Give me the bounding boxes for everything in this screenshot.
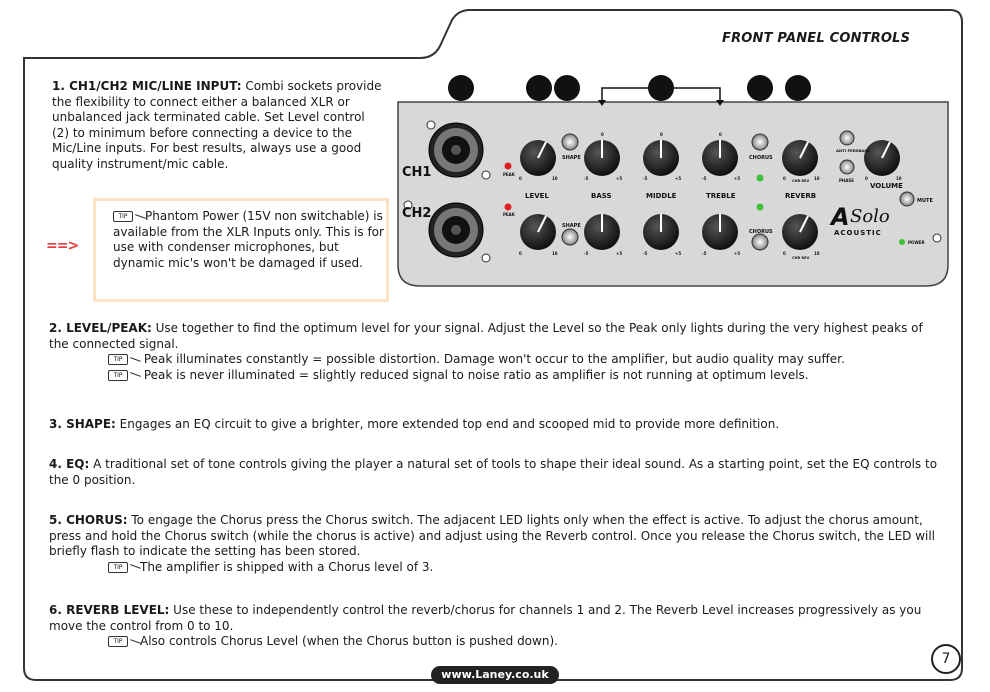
reverb-label: REVERB [785, 192, 817, 200]
volume-knob [864, 140, 900, 176]
scale-plus-mid-1: +5 [675, 176, 682, 181]
section-4-heading: 4. EQ: [49, 457, 90, 471]
section-5-tip [49, 560, 944, 576]
middle-label: MIDDLE [646, 192, 677, 200]
section-6-body: Use these to independently control the reverb/chorus for channels 1 and 2. The Reverb Level increases progressively as you move the control from 0 to 10. [49, 603, 922, 633]
scale-plus-bass-1: +5 [616, 176, 623, 181]
scale-plus-treble-1: +5 [734, 176, 741, 181]
ch1-label: CH1 [402, 165, 432, 180]
section-3-body: Engages an EQ circuit to give a brighter, more extended top end and scooped mid to provide more definition. [115, 417, 780, 431]
page-number: 7 [931, 644, 961, 674]
tip-icon: TIP [108, 354, 128, 365]
chorus-label-ch1: CHORUS [749, 155, 773, 161]
treble-label: TREBLE [706, 192, 736, 200]
power-led [899, 239, 905, 245]
scale-zero-rev-1: 0 [783, 176, 786, 181]
scale-ten-level-2: 10 [552, 251, 558, 256]
scale-zero-rev-2: 0 [783, 251, 786, 256]
tip-tail-icon [130, 371, 140, 379]
section-2-tip-1-text: Peak illuminates constantly = possible distortion. Damage won't occur to the amplifier, but audio quality may suffer. [143, 352, 845, 366]
section-2-heading: 2. LEVEL/PEAK: [49, 321, 152, 335]
callout-2 [526, 75, 552, 101]
ch2-input-socket [429, 203, 483, 257]
section-2-tip-1 [49, 352, 944, 368]
power-label: POWER [908, 240, 925, 245]
logo-a: A [831, 203, 850, 231]
scale-zero-vol: 0 [865, 176, 868, 181]
mute-button [900, 192, 914, 206]
peak-label-ch1: PEAK [503, 172, 515, 177]
anti-feedback-button [840, 131, 854, 145]
section-2-tip-2-text: Peak is never illuminated = slightly reduced signal to noise ratio as amplifier is not running at optimum levels. [143, 367, 809, 382]
mute-label: MUTE [917, 198, 933, 204]
phase-button [840, 160, 854, 174]
scale-plus-mid-2: +5 [675, 251, 682, 256]
tip-tail-icon [130, 638, 140, 646]
callout-4 [648, 75, 674, 101]
level-label: LEVEL [525, 192, 549, 200]
volume-label: VOLUME [870, 182, 903, 190]
scale-zero-treble-1: 0 [719, 132, 722, 137]
tip-tail-icon [130, 563, 140, 571]
section-3-heading: 3. SHAPE: [49, 417, 116, 431]
section-1-heading: 1. CH1/CH2 MIC/LINE INPUT: [52, 79, 242, 93]
scale-ten-vol: 10 [896, 176, 902, 181]
svg-text:4: 4 [655, 79, 667, 98]
section-5-heading: 5. CHORUS: [49, 513, 128, 527]
tip-tail-icon [130, 356, 140, 364]
section-3 [49, 417, 944, 433]
section-4-body: A traditional set of tone controls giving the player a natural set of tools to shape their ideal sound. As a starting point, set the EQ controls to the 0 position. [49, 457, 938, 487]
anti-feedback-label: ANTI FEEDBACK [836, 148, 870, 153]
logo-solo: Solo [850, 206, 890, 227]
reverb-knob-ch2 [782, 214, 818, 250]
chorus-label-ch2: CHORUS [749, 229, 773, 235]
front-panel-illustration [390, 70, 960, 295]
section-1-body: Combi sockets provide the flexibility to connect either a balanced XLR or unbalanced jack terminated cable. Set Level control (2) to minimum before connecting a device to the Mic/Line inputs. For best results, always use a good quality instrument/mic cable. [52, 79, 382, 171]
peak-led-ch2 [505, 204, 512, 211]
arrow-marker: ==> [46, 238, 79, 254]
ch1-input-socket [429, 123, 483, 177]
scale-zero-bass-1: 0 [601, 132, 604, 137]
level-knob-ch1 [520, 140, 556, 176]
scale-minus-bass-1: -5 [584, 176, 589, 181]
tip-icon: TIP [108, 370, 128, 381]
chr-rev-label-1: CHR REV [792, 179, 810, 183]
section-5 [49, 513, 944, 575]
tip-tail-icon [135, 213, 145, 221]
phase-label: PHASE [839, 178, 854, 183]
section-6-tip-text: Also controls Chorus Level (when the Chorus button is pushed down). [140, 634, 558, 648]
peak-led-ch1 [505, 163, 512, 170]
callout-1 [448, 75, 474, 101]
section-4 [49, 457, 944, 488]
middle-knob-ch2 [643, 214, 679, 250]
scale-plus-treble-2: +5 [734, 251, 741, 256]
scale-ten-rev-1: 10 [814, 176, 820, 181]
footer-url-link[interactable]: www.Laney.co.uk [431, 666, 559, 684]
chr-rev-label-2: CHR REV [792, 256, 810, 260]
callout-6 [785, 75, 811, 101]
scale-minus-treble-2: -5 [702, 251, 707, 256]
tip-icon: TIP [108, 636, 128, 647]
chorus-led-ch1 [757, 175, 764, 182]
shape-label-ch1: SHAPE [562, 155, 581, 161]
logo-acoustic: ACOUSTIC [834, 229, 882, 237]
ch2-label: CH2 [402, 206, 432, 221]
level-knob-ch2 [520, 214, 556, 250]
reverb-knob-ch1 [782, 140, 818, 176]
scale-minus-mid-2: -5 [643, 251, 648, 256]
svg-text:5: 5 [754, 79, 766, 98]
svg-text:6: 6 [792, 79, 804, 98]
callout-5 [747, 75, 773, 101]
section-5-body: To engage the Chorus press the Chorus switch. The adjacent LED lights only when the effect is active. To adjust the chorus amount, press and hold the Chorus switch (while the chorus is active) and adjust using the Reverb control. Once you release the Chorus switch, the LED will briefly flash to indicate the setting has been stored. [49, 513, 936, 558]
phantom-power-tip [113, 209, 385, 271]
section-2-tip-2 [49, 368, 944, 384]
scale-ten-rev-2: 10 [814, 251, 820, 256]
shape-button-ch2 [562, 229, 578, 245]
treble-knob-ch1 [702, 140, 738, 176]
section-1-text [52, 79, 382, 172]
bass-knob-ch1 [584, 140, 620, 176]
bass-knob-ch2 [584, 214, 620, 250]
section-5-tip-text: The amplifier is shipped with a Chorus level of 3. [140, 559, 434, 574]
section-2 [49, 321, 944, 383]
section-6-heading: 6. REVERB LEVEL: [49, 603, 170, 617]
scale-minus-bass-2: -5 [584, 251, 589, 256]
treble-knob-ch2 [702, 214, 738, 250]
chorus-led-ch2 [757, 204, 764, 211]
phantom-power-tip-box [93, 198, 389, 302]
scale-ten-level-1: 10 [552, 176, 558, 181]
shape-button-ch1 [562, 134, 578, 150]
section-6-tip [49, 634, 944, 650]
shape-label-ch2: SHAPE [562, 223, 581, 229]
tip-icon: TIP [113, 211, 133, 222]
phantom-power-text: Phantom Power (15V non switchable) is available from the XLR Inputs only. This is for use with condenser microphones, but dynamic mic's won't be damaged if used. [113, 209, 384, 270]
section-6 [49, 603, 944, 650]
chorus-button-ch2 [752, 234, 768, 250]
scale-zero-level-1: 0 [519, 176, 522, 181]
tip-icon: TIP [108, 562, 128, 573]
section-2-body: Use together to find the optimum level for your signal. Adjust the Level so the Peak only lights during the very highest peaks of the connected signal. [49, 321, 923, 351]
scale-minus-mid-1: -5 [643, 176, 648, 181]
callout-3 [554, 75, 580, 101]
chorus-button-ch1 [752, 134, 768, 150]
svg-text:1: 1 [455, 79, 467, 98]
scale-zero-level-2: 0 [519, 251, 522, 256]
peak-label-ch2: PEAK [503, 212, 515, 217]
scale-zero-mid-1: 0 [660, 132, 663, 137]
scale-minus-treble-1: -5 [702, 176, 707, 181]
scale-plus-bass-2: +5 [616, 251, 623, 256]
middle-knob-ch1 [643, 140, 679, 176]
svg-text:3: 3 [561, 79, 573, 98]
svg-text:2: 2 [533, 79, 545, 98]
page-title: FRONT PANEL CONTROLS [722, 31, 911, 46]
bass-label: BASS [591, 192, 612, 200]
